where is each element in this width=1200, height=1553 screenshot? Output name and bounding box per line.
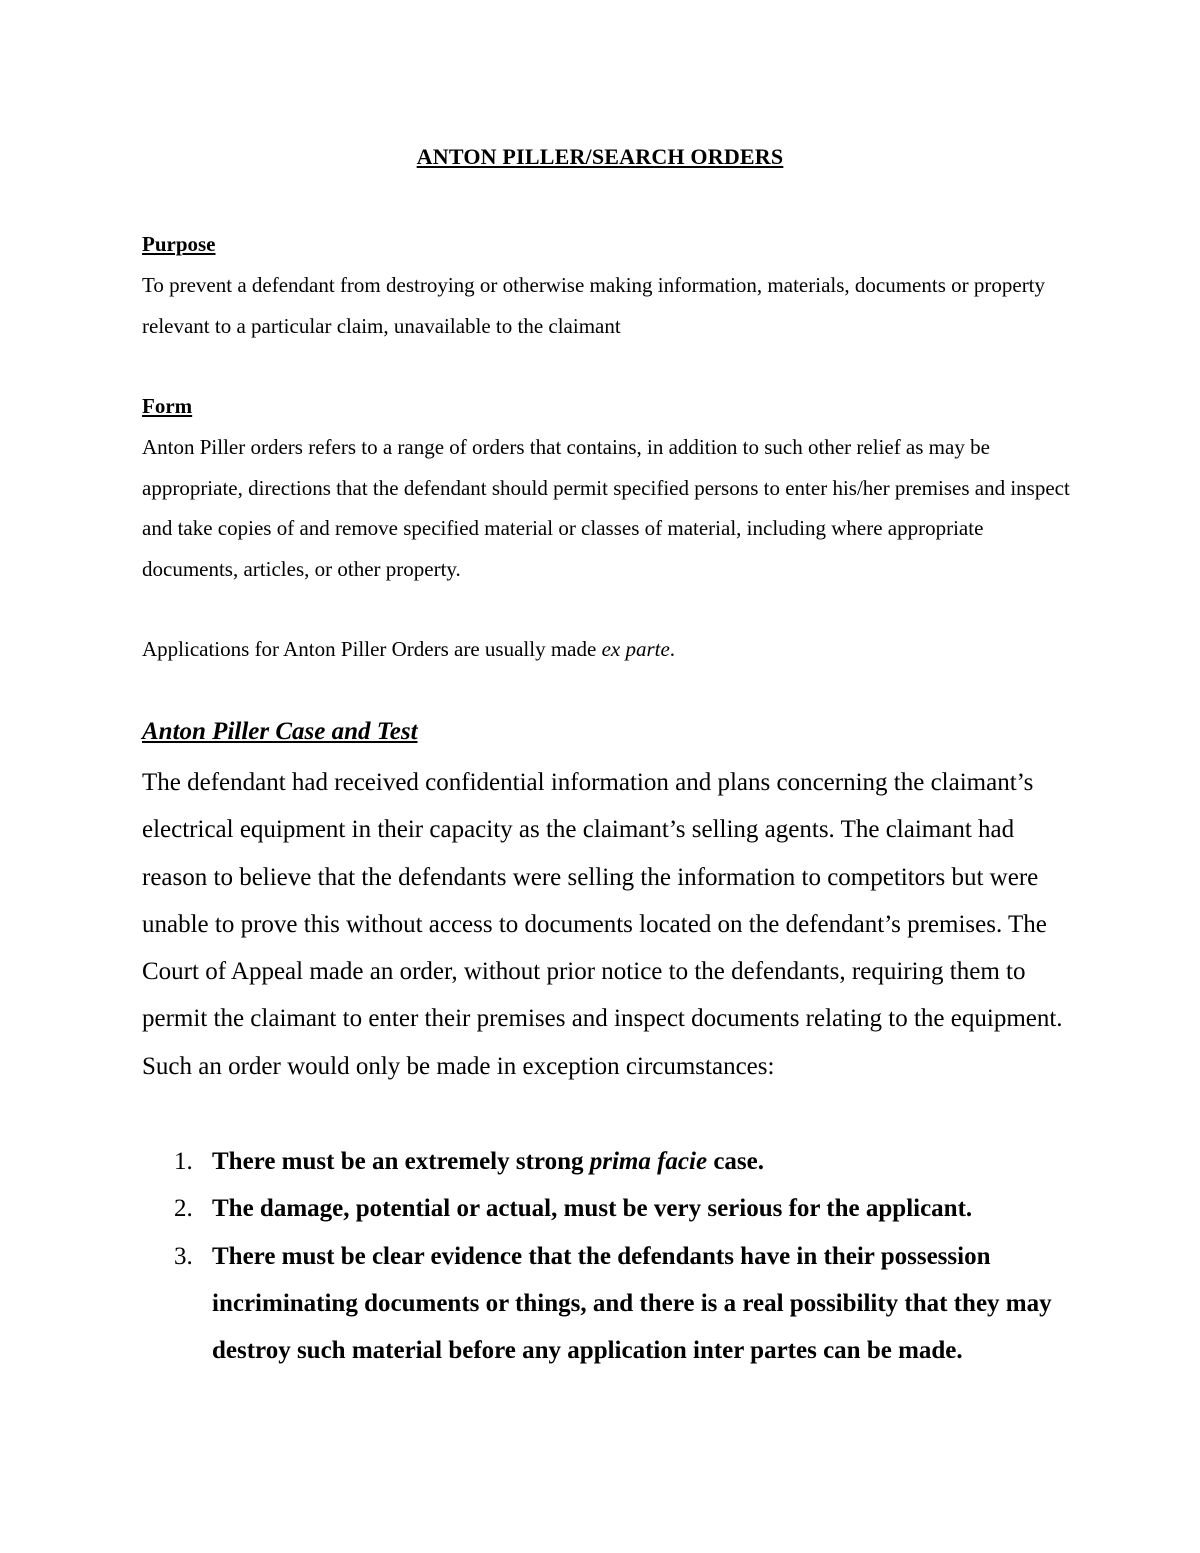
applications-text — [142, 629, 1072, 670]
test-list — [142, 1138, 1082, 1374]
form-text: Anton Piller orders refers to a range of orders that contains, in addition to such other relief as may be appropriate, directions that the defendant should permit specified persons to enter his/her premises and inspect and take copies of and remove specified material or classes of material, including where appropriate documents, articles, or other property. — [142, 435, 1070, 581]
purpose-text: To prevent a defendant from destroying or otherwise making information, materials, documents or property relevant to a particular claim, unavailable to the claimant — [142, 273, 1046, 338]
case-text: The defendant had received confidential information and plans concerning the claimant’s electrical equipment in their capacity as the claimant’s selling agents. The claimant had reason to believe that the defendants were selling the information to competitors but were unable to prove this without access to documents located on the defendant’s premises. The Court of Appeal made an order, without prior notice to the defendants, requiring them to permit the claimant to enter their premises and inspect documents relating to the equipment. Such an order would only be made in exception circumstances: — [142, 769, 1063, 1080]
test-2-text: The damage, potential or actual, must be very serious for the applicant. — [212, 1195, 973, 1223]
test-3-text: There must be clear evidence that the defendants have in their possession incriminating documents or things, and there is a real possibility that they may destroy such material before any application inter partes can be made. — [212, 1242, 1052, 1365]
test-number: 3. — [174, 1242, 193, 1270]
test-item-3 — [142, 1233, 1082, 1375]
test-number: 1. — [174, 1148, 193, 1175]
prima-facie-term: prima facie — [589, 1148, 708, 1175]
form-heading: Form — [142, 394, 193, 418]
test-number: 2. — [174, 1195, 193, 1223]
test-1-prefix: There must be an extremely strong — [212, 1148, 590, 1175]
applications-prefix: Applications for Anton Piller Orders are usually made — [142, 637, 602, 661]
document-title: ANTON PILLER/SEARCH ORDERS — [416, 144, 784, 169]
case-heading: Anton Piller Case and Test — [142, 718, 418, 745]
ex-parte-term: ex parte — [601, 637, 670, 661]
purpose-heading: Purpose — [142, 232, 216, 256]
test-item-1 — [142, 1138, 1082, 1185]
test-item-2 — [142, 1185, 1082, 1232]
applications-suffix: . — [669, 637, 676, 661]
test-1-suffix: case. — [707, 1148, 764, 1175]
